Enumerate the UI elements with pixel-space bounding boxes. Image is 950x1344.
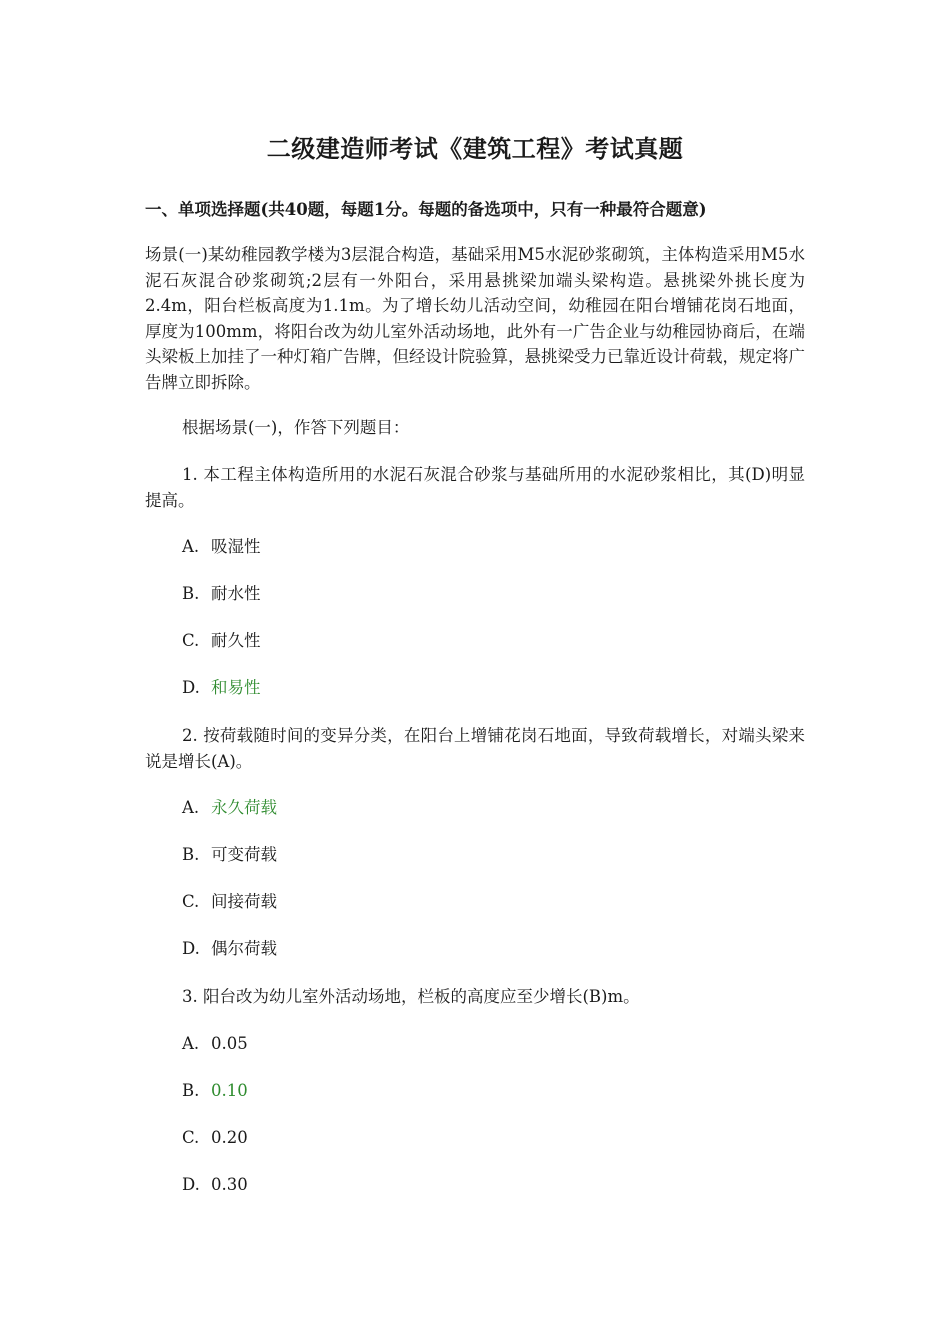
option-text: 吸湿性 <box>211 537 261 556</box>
question-3-option-a <box>182 1032 248 1056</box>
question-1-option-c <box>182 629 261 653</box>
option-text-correct: 0.10 <box>211 1081 248 1100</box>
option-letter: A. <box>182 1034 200 1053</box>
question-3-option-b <box>182 1079 248 1103</box>
question-1-option-a <box>182 535 261 559</box>
question-2-option-b <box>182 843 277 867</box>
question-2-option-a <box>182 796 277 820</box>
question-1-stem: 1. 本工程主体构造所用的水泥石灰混合砂浆与基础所用的水泥砂浆相比，其(D)明显提高。 <box>145 465 805 510</box>
option-text: 耐水性 <box>211 584 261 603</box>
option-text: 耐久性 <box>211 631 261 650</box>
option-text: 可变荷载 <box>211 845 277 864</box>
question-2-option-c <box>182 890 277 914</box>
document-title: 二级建造师考试《建筑工程》考试真题 <box>266 134 684 163</box>
option-letter: A. <box>182 537 200 556</box>
option-letter: D. <box>182 939 200 958</box>
section-heading: 一、单项选择题(共40题，每题1分。每题的备选项中，只有一种最符合题意) <box>145 200 707 219</box>
option-text: 0.30 <box>211 1175 248 1194</box>
question-1-option-d <box>182 676 261 700</box>
option-letter: C. <box>182 1128 200 1147</box>
option-letter: C. <box>182 892 200 911</box>
option-text-correct: 永久荷载 <box>211 798 277 817</box>
option-text: 0.05 <box>211 1034 248 1053</box>
question-3-option-d <box>182 1173 248 1197</box>
question-1-option-b <box>182 582 261 606</box>
question-2-stem: 2. 按荷载随时间的变异分类，在阳台上增铺花岗石地面，导致荷载增长，对端头梁来说是增长(A)。 <box>145 726 805 771</box>
option-letter: B. <box>182 845 200 864</box>
option-text-correct: 和易性 <box>211 678 261 697</box>
option-letter: B. <box>182 584 200 603</box>
option-text: 偶尔荷载 <box>211 939 277 958</box>
option-text: 间接荷载 <box>211 892 277 911</box>
option-letter: B. <box>182 1081 200 1100</box>
question-3-stem: 3. 阳台改为幼儿室外活动场地，栏板的高度应至少增长(B)m。 <box>182 987 640 1006</box>
question-2-option-d <box>182 937 277 961</box>
scenario-paragraph: 场景(一)某幼稚园教学楼为3层混合构造，基础采用M5水泥砂浆砌筑，主体构造采用M5水泥石灰混合砂浆砌筑;2层有一外阳台，采用悬挑梁加端头梁构造。悬挑梁外挑长度为2.4m，阳台栏板高度为1.1m。为了增长幼儿活动空间，幼稚园在阳台增铺花岗石地面，厚度为100mm，将阳台改为幼儿室外活动场地，此外有一广告企业与幼稚园协商后，在端头梁板上加挂了一种灯箱广告牌，但经设计院验算，悬挑梁受力已靠近设计荷载，规定将广告牌立即拆除。 <box>145 245 805 392</box>
option-letter: D. <box>182 678 200 697</box>
option-text: 0.20 <box>211 1128 248 1147</box>
option-letter: D. <box>182 1175 200 1194</box>
instruction-paragraph: 根据场景(一)，作答下列题目： <box>182 418 410 437</box>
option-letter: C. <box>182 631 200 650</box>
question-3-option-c <box>182 1126 248 1150</box>
option-letter: A. <box>182 798 200 817</box>
